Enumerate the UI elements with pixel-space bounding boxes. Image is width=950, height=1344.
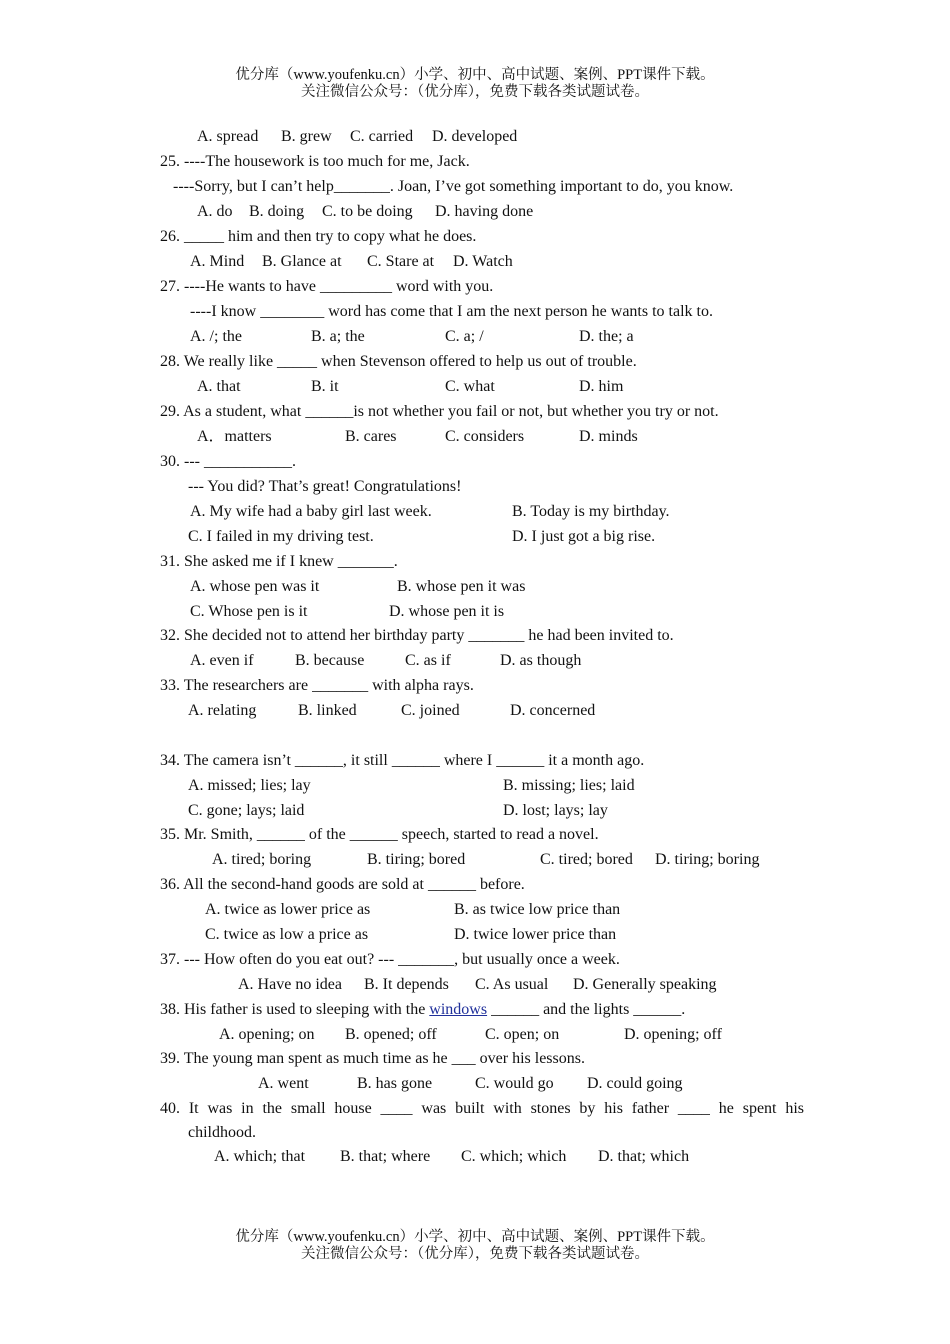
q31-option-c: C. Whose pen is it	[190, 603, 308, 620]
q24-option-d: D. developed	[432, 128, 518, 145]
q27-stem: 27. ----He wants to have _________ word with you.	[160, 278, 494, 295]
header-line-2: 关注微信公众号：（优分库），免费下载各类试题试卷。	[301, 84, 649, 100]
q30-option-d: D. I just got a big rise.	[512, 528, 656, 545]
q36-option-d: D. twice lower price than	[454, 926, 617, 943]
q30-option-b: B. Today is my birthday.	[512, 503, 670, 520]
q28-stem: 28. We really like _____ when Stevenson offered to help us out of trouble.	[160, 353, 637, 370]
q37-option-a: A. Have no idea	[238, 976, 342, 993]
q33-option-a: A. relating	[188, 702, 257, 719]
q35-stem: 35. Mr. Smith, ______ of the ______ speech, started to read a novel.	[160, 826, 599, 843]
q29-option-b: B. cares	[345, 428, 397, 445]
q27-option-b: B. a; the	[311, 328, 365, 345]
q40-option-a: A. which; that	[214, 1148, 306, 1165]
q36-option-b: B. as twice low price than	[454, 901, 621, 918]
q36-option-a: A. twice as lower price as	[205, 901, 371, 918]
q38-option-b: B. opened; off	[345, 1026, 437, 1043]
q34-option-a: A. missed; lies; lay	[188, 777, 311, 794]
q32-option-b: B. because	[295, 652, 365, 669]
q40-option-b: B. that; where	[340, 1148, 431, 1165]
q30-stem: 30. --- ___________.	[160, 453, 296, 470]
q34-stem: 34. The camera isn’t ______, it still ______ where I ______ it a month ago.	[160, 752, 645, 769]
q37-option-b: B. It depends	[364, 976, 449, 993]
q38-option-c: C. open; on	[485, 1026, 560, 1043]
q25-option-a: A. do	[197, 203, 233, 220]
q27-option-d: D. the; a	[579, 328, 634, 345]
q28-option-c: C. what	[445, 378, 495, 395]
q38-option-a: A. opening; on	[219, 1026, 315, 1043]
q32-stem: 32. She decided not to attend her birthday party _______ he had been invited to.	[160, 627, 674, 644]
q26-option-a: A. Mind	[190, 253, 245, 270]
q37-stem: 37. --- How often do you eat out? --- _______, but usually once a week.	[160, 951, 620, 968]
q40-option-c: C. which; which	[461, 1148, 567, 1165]
windows-link[interactable]: windows	[429, 1001, 488, 1018]
q35-option-a: A. tired; boring	[212, 851, 312, 868]
page-footer	[0, 1229, 950, 1263]
q37-option-d: D. Generally speaking	[573, 976, 717, 993]
header-line-1: 优分库（www.youfenku.cn）小学、初中、高中试题、案例、PPT课件下载。	[235, 67, 715, 83]
q35-option-d: D. tiring; boring	[655, 851, 760, 868]
q29-option-c: C. considers	[445, 428, 525, 445]
footer-line-1: 优分库（www.youfenku.cn）小学、初中、高中试题、案例、PPT课件下载。	[235, 1229, 715, 1245]
q39-option-c: C. would go	[475, 1075, 554, 1092]
q31-option-d: D. whose pen it is	[389, 603, 505, 620]
q37-option-c: C. As usual	[475, 976, 549, 993]
q40-stem-cont: childhood.	[188, 1124, 256, 1141]
page-header	[0, 67, 950, 101]
q26-option-d: D. Watch	[453, 253, 513, 270]
q30-option-a: A. My wife had a baby girl last week.	[190, 503, 432, 520]
q33-option-b: B. linked	[298, 702, 357, 719]
q35-option-b: B. tiring; bored	[367, 851, 466, 868]
q24-option-c: C. carried	[350, 128, 414, 145]
q29-option-d: D. minds	[579, 428, 638, 445]
footer-line-2: 关注微信公众号：（优分库），免费下载各类试题试卷。	[301, 1246, 649, 1262]
q33-option-d: D. concerned	[510, 702, 596, 719]
q25-option-d: D. having done	[435, 203, 534, 220]
q34-option-c: C. gone; lays; laid	[188, 802, 305, 819]
q39-option-d: D. could going	[587, 1075, 683, 1092]
q25-option-b: B. doing	[249, 203, 305, 220]
q29-stem: 29. As a student, what ______is not whether you fail or not, but whether you try or not.	[160, 403, 719, 420]
q39-stem: 39. The young man spent as much time as he ___ over his lessons.	[160, 1050, 585, 1067]
q39-option-b: B. has gone	[357, 1075, 433, 1092]
q32-option-d: D. as though	[500, 652, 582, 669]
q33-option-c: C. joined	[401, 702, 460, 719]
q29-option-a: A．matters	[197, 428, 272, 445]
q36-stem: 36. All the second-hand goods are sold at ______ before.	[160, 876, 525, 893]
q26-option-b: B. Glance at	[262, 253, 342, 270]
q26-option-c: C. Stare at	[367, 253, 435, 270]
q27-option-a: A. /; the	[190, 328, 242, 345]
q31-option-a: A. whose pen was it	[190, 578, 320, 595]
q27-option-c: C. a; /	[445, 328, 484, 345]
q24-option-b: B. grew	[281, 128, 332, 145]
q27-reply: ----I know ________ word has come that I am the next person he wants to talk to.	[190, 303, 713, 320]
q34-option-b: B. missing; lies; laid	[503, 777, 635, 794]
q30-option-c: C. I failed in my driving test.	[188, 528, 374, 545]
q26-stem: 26. _____ him and then try to copy what he does.	[160, 228, 477, 245]
q28-option-b: B. it	[311, 378, 339, 395]
q40-stem: 40. It was in the small house ____ was built with stones by his father ____ he spent his	[160, 1100, 804, 1117]
q30-reply: --- You did? That’s great! Congratulations!	[188, 478, 462, 495]
q25-stem: 25. ----The housework is too much for me, Jack.	[160, 153, 470, 170]
q33-stem: 33. The researchers are _______ with alpha rays.	[160, 677, 474, 694]
q38-stem-after: ______ and the lights ______.	[487, 1001, 686, 1018]
q25-option-c: C. to be doing	[322, 203, 413, 220]
q28-option-d: D. him	[579, 378, 624, 395]
q38-option-d: D. opening; off	[624, 1026, 722, 1043]
q24-option-a: A. spread	[197, 128, 259, 145]
q39-option-a: A. went	[258, 1075, 309, 1092]
q40-option-d: D. that; which	[598, 1148, 690, 1165]
q38-stem-before: 38. His father is used to sleeping with the	[160, 1001, 430, 1018]
q32-option-c: C. as if	[405, 652, 451, 669]
q34-option-d: D. lost; lays; lay	[503, 802, 608, 819]
q32-option-a: A. even if	[190, 652, 254, 669]
q31-option-b: B. whose pen it was	[397, 578, 526, 595]
q36-option-c: C. twice as low a price as	[205, 926, 369, 943]
q25-reply: ----Sorry, but I can’t help_______. Joan, I’ve got something important to do, you know.	[173, 178, 734, 195]
q35-option-c: C. tired; bored	[540, 851, 633, 868]
q38-stem	[160, 1000, 685, 1020]
q28-option-a: A. that	[197, 378, 241, 395]
q31-stem: 31. She asked me if I knew _______.	[160, 553, 398, 570]
